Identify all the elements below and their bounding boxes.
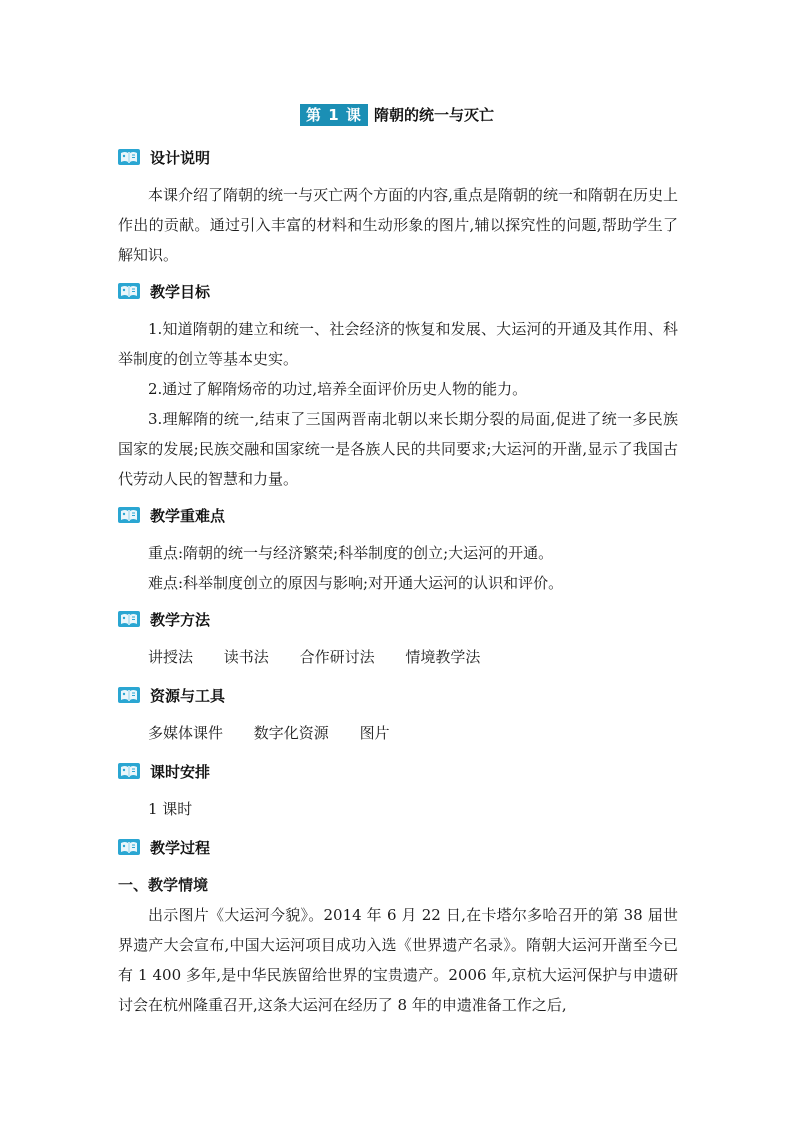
- goal-item-2: 2.通过了解隋炀帝的功过,培养全面评价历史人物的能力。: [148, 380, 528, 398]
- resource-item: 多媒体课件: [148, 724, 224, 742]
- resources-list: [118, 718, 678, 748]
- goal-item-3: 3.理解隋的统一,结束了三国两晋南北朝以来长期分裂的局面,促进了统一多民族国家的发展;民族交融和国家统一是各族人民的共同要求;大运河的开凿,显示了我国古代劳动人民的智慧和力量。: [118, 410, 678, 488]
- resource-item: 数字化资源: [253, 724, 329, 742]
- open-book-icon: [118, 837, 140, 857]
- section-methods-heading: [118, 606, 678, 632]
- method-item: 情境教学法: [405, 648, 481, 666]
- method-item: 讲授法: [148, 648, 194, 666]
- section-resources-heading: [118, 682, 678, 708]
- method-item: 合作研讨法: [299, 648, 375, 666]
- section-keypoints-heading: [118, 502, 678, 528]
- open-book-icon: [118, 505, 140, 525]
- lesson-title: 隋朝的统一与灭亡: [373, 106, 494, 124]
- schedule-text: [118, 794, 678, 824]
- goal-item-1: 1.知道隋朝的建立和统一、社会经济的恢复和发展、大运河的开通及其作用、科举制度的创立等基本史实。: [118, 320, 678, 368]
- keypoints-difficulty: 难点:科举制度创立的原因与影响;对开通大运河的认识和评价。: [148, 574, 564, 592]
- process-subheading: 一、教学情境: [118, 876, 209, 894]
- keypoints-focus: 重点:隋朝的统一与经济繁荣;科举制度的创立;大运河的开通。: [148, 544, 554, 562]
- section-design-heading: [118, 144, 678, 170]
- open-book-icon: [118, 609, 140, 629]
- lesson-content: [118, 140, 678, 1020]
- open-book-icon: [118, 147, 140, 167]
- design-text: 本课介绍了隋朝的统一与灭亡两个方面的内容,重点是隋朝的统一和隋朝在历史上作出的贡献。通过引入丰富的材料和生动形象的图片,辅以探究性的问题,帮助学生了解知识。: [118, 186, 678, 264]
- lesson-number-badge: 第 1 课: [300, 104, 368, 126]
- section-schedule-heading: [118, 758, 678, 784]
- process-text: 出示图片《大运河今貌》。2014 年 6 月 22 日,在卡塔尔多哈召开的第 38 届世界遗产大会宣布,中国大运河项目成功入选《世界遗产名录》。隋朝大运河开凿至今已有 1 400 多年,是中华民族留给世界的宝贵遗产。2006 年,京杭大运河保护与申遗研讨会在杭州隆重召开,这条大运河在经历了 8 年的申遗准备工作之后,: [118, 906, 678, 1014]
- schedule-value: 1 课时: [148, 800, 193, 818]
- section-design-label: 设计说明: [150, 148, 211, 167]
- section-schedule-label: 课时安排: [150, 762, 211, 781]
- section-goals-heading: [118, 278, 678, 304]
- open-book-icon: [118, 761, 140, 781]
- resource-item: 图片: [359, 724, 390, 742]
- section-process-heading: [118, 834, 678, 860]
- method-item: 读书法: [223, 648, 269, 666]
- methods-list: [118, 642, 678, 672]
- section-process-label: 教学过程: [150, 838, 211, 857]
- section-goals-label: 教学目标: [150, 282, 211, 301]
- lesson-header: [0, 104, 794, 126]
- section-methods-label: 教学方法: [150, 610, 211, 629]
- open-book-icon: [118, 685, 140, 705]
- open-book-icon: [118, 281, 140, 301]
- section-keypoints-label: 教学重难点: [150, 506, 226, 525]
- section-resources-label: 资源与工具: [150, 686, 226, 705]
